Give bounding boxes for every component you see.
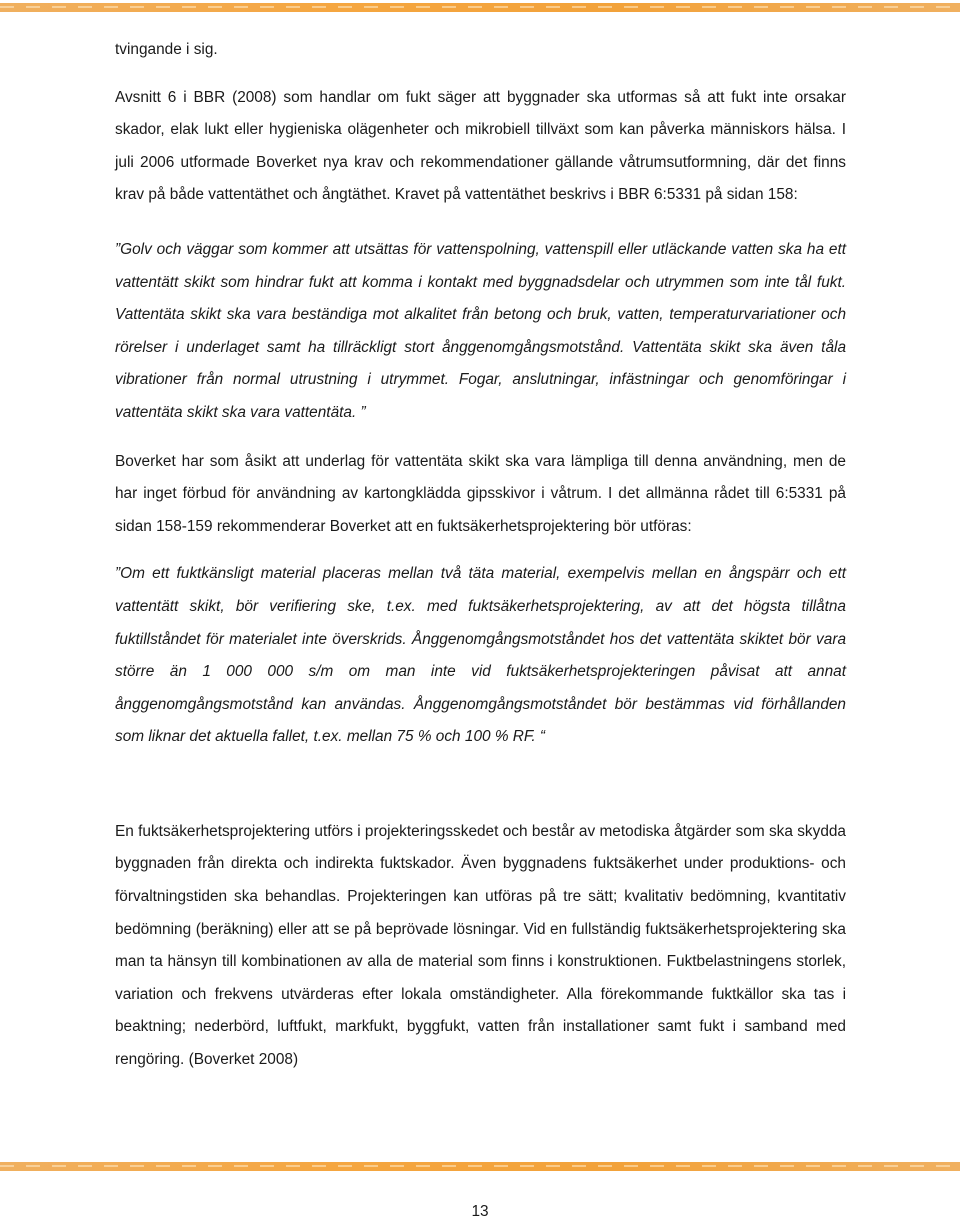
top-decorative-bar [0,3,960,12]
page-number: 13 [471,1203,489,1220]
document-body [115,34,846,1077]
bottom-decorative-bar [0,1162,960,1171]
paragraph-bbr-section-6: Avsnitt 6 i BBR (2008) som handlar om fukt säger att byggnader ska utformas så att fukt inte orsakar skador, elak lukt eller hygieniska olägenheter och mikrobiell tillväxt som kan påverka människors hälsa. I juli 2006 utformade Boverket nya krav och rekommendationer gällande våtrumsutformning, där det finns krav på både vattentäthet och ångtäthet. Kravet på vattentäthet beskrivs i BBR 6:5331 på sidan 158: [115,88,846,204]
paragraph-boverket-opinion: Boverket har som åsikt att underlag för vattentäta skikt ska vara lämpliga till denna användning, men de har inget förbud för användning av kartongklädda gipsskivor i våtrum. I det allmänna rådet till 6:5331 på sidan 158-159 rekommenderar Boverket att en fuktsäkerhetsprojektering bör utföras: [115,452,846,535]
paragraph-continuation: tvingande i sig. [115,41,218,58]
paragraph-fuktsakerhetsprojektering: En fuktsäkerhetsprojektering utförs i projekteringsskedet och består av metodiska åtgärder som ska skydda byggnaden från direkta och indirekta fuktskador. Även byggnadens fuktsäkerhet under produktions- och förvaltningstiden ska behandlas. Projekteringen kan utföras på tre sätt; kvalitativ bedömning, kvantitativ bedömning (beräkning) eller att se på beprövade lösningar. Vid en fullständig fuktsäkerhetsprojektering ska man ta hänsyn till kombinationen av alla de material som finns i konstruktionen. Fuktbelastningens storlek, variation och frekvens utvärderas efter lokala omständigheter. Alla förekommande fuktkällor ska tas i beaktning; nederbörd, luftfukt, markfukt, byggfukt, vatten från installationer samt fukt i samband med rengöring. (Boverket 2008) [115,822,846,1069]
quote-bbr-6-5331: ”Golv och väggar som kommer att utsättas för vattenspolning, vattenspill eller utläckande vatten ska ha ett vattentätt skikt som hindrar fukt att komma i kontakt med byggnadsdelar och utrymmen som inte tål fukt. Vattentäta skikt ska vara beständiga mot alkalitet från betong och bruk, vatten, temperaturvariationer och rörelser i underlaget samt ha tillräckligt stort ånggenomgångsmotstånd. Vattentäta skikt ska även tåla vibrationer från normal utrustning i utrymmet. Fogar, anslutningar, infästningar och genomföringar i vattentäta skikt ska vara vattentäta. ” [115,240,846,421]
quote-fuktsakerhetsprojektering: ”Om ett fuktkänsligt material placeras mellan två täta material, exempelvis mellan en ångspärr och ett vattentätt skikt, bör verifiering ske, t.ex. med fuktsäkerhetsprojektering, av att det högsta tillåtna fuktillståndet för materialet inte överskrids. Ånggenomgångsmotståndet hos det vattentäta skiktet bör vara större än 1 000 000 s/m om man inte vid fuktsäkerhetsprojekteringen påvisat att annat ånggenomgångsmotstånd kan användas. Ånggenomgångsmotståndet bör bestämmas vid förhållanden som liknar det aktuella fallet, t.ex. mellan 75 % och 100 % RF. “ [115,565,846,746]
